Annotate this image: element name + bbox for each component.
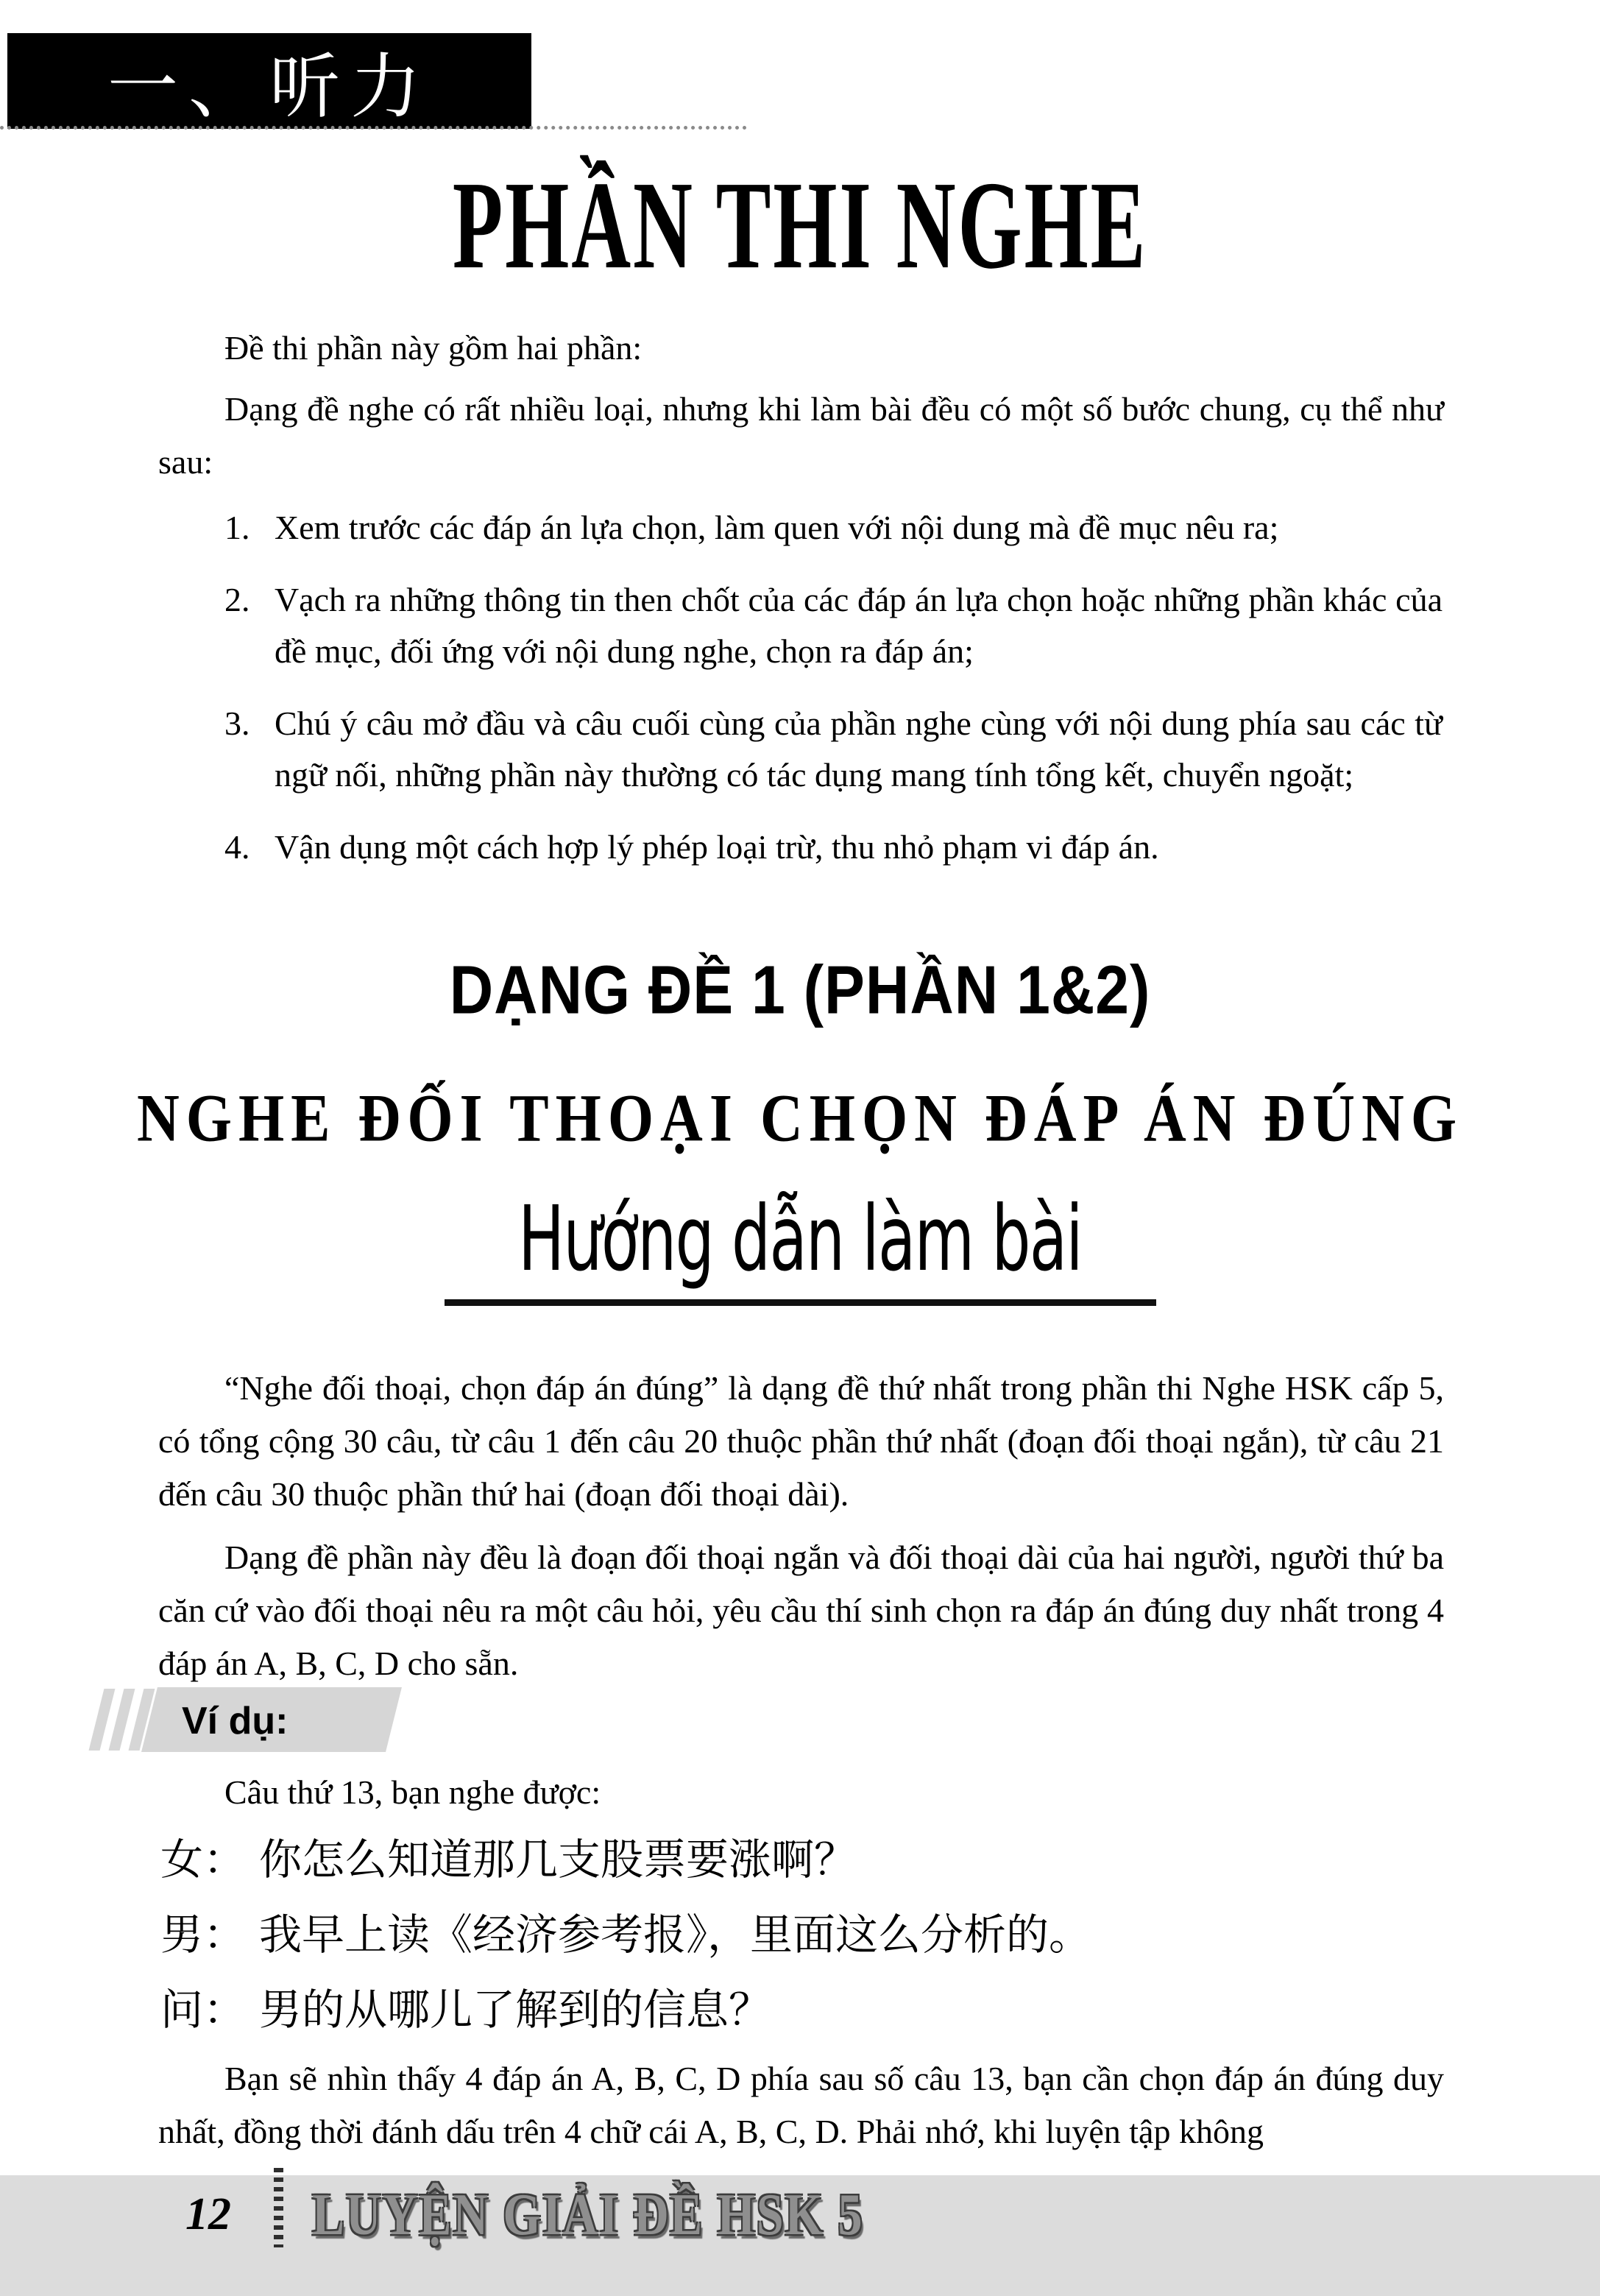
step-item-2 [224, 574, 1443, 677]
step-text: Chú ý câu mở đầu và câu cuối cùng của phần nghe cùng với nội dung phía sau các từ ngữ nối, những phần này thường có tác dụng mang tính tổng kết, chuyển ngoặt; [275, 704, 1443, 794]
example-label: Ví dụ: [182, 1700, 289, 1742]
intro-paragraph: Đề thi phần này gồm hai phần: [224, 329, 643, 367]
page-title: PHẦN THI NGHE [452, 155, 1148, 295]
guide-heading: Hướng dẫn làm bài [518, 1187, 1082, 1292]
dialogue-speaker: 男： [160, 1911, 247, 1959]
step-number: 3. [224, 704, 250, 742]
guide-heading-underline [445, 1299, 1156, 1306]
step-item-4 [224, 822, 1443, 873]
example-intro: Câu thứ 13, bạn nghe được: [224, 1773, 601, 1811]
step-item-3 [224, 698, 1443, 801]
dialogue-line [160, 1986, 1091, 2034]
body-paragraph-2: Dạng đề phần này đều là đoạn đối thoại ngắn và đối thoại dài của hai người, người thứ ba căn cứ vào đối thoại nêu ra một câu hỏi, yêu cầu thí sinh chọn ra đáp án đúng duy nhất trong 4 đáp án A, B, C, D cho sẵn. [158, 1539, 1444, 1682]
page-footer [0, 2175, 1600, 2296]
book-title: LUYỆN GIẢI ĐỀ HSK 5 [312, 2182, 864, 2248]
page-number: 12 [185, 2189, 231, 2239]
dialogue-speaker: 女： [160, 1836, 247, 1884]
dialogue-line [160, 1911, 1092, 1959]
step-text: Vạch ra những thông tin then chốt của các đáp án lựa chọn hoặc những phần khác của đề mục, đối ứng với nội dung nghe, chọn ra đáp án; [275, 581, 1443, 670]
closing-paragraph: Bạn sẽ nhìn thấy 4 đáp án A, B, C, D phía sau số câu 13, bạn cần chọn đáp án đúng duy nhất, đồng thời đánh dấu trên 4 chữ cái A, B, C, D. Phải nhớ, khi luyện tập không [158, 2060, 1444, 2150]
dialogue-text: 我早上读《经济参考报》，里面这么分析的。 [259, 1911, 1092, 1959]
section-subtitle: NGHE ĐỐI THOẠI CHỌN ĐÁP ÁN ĐÚNG [136, 1081, 1464, 1156]
dialogue-text: 你怎么知道那几支股票要涨啊？ [259, 1836, 857, 1884]
footer-dotted-divider [274, 2168, 283, 2247]
section-title: DẠNG ĐỀ 1 (PHẦN 1&2) [449, 952, 1151, 1028]
steps-list [224, 502, 1443, 894]
overview-paragraph: Dạng đề nghe có rất nhiều loại, nhưng khi làm bài đều có một số bước chung, cụ thể như sau: [158, 390, 1444, 481]
dialogue-line [160, 1836, 1091, 1884]
step-number: 1. [224, 509, 250, 546]
step-number: 2. [224, 581, 250, 618]
body-paragraph-1: “Nghe đối thoại, chọn đáp án đúng” là dạng đề thứ nhất trong phần thi Nghe HSK cấp 5, có tổng cộng 30 câu, từ câu 1 đến câu 20 thuộc phần thứ nhất (đoạn đối thoại ngắn), từ câu 21 đến câu 30 thuộc phần thứ hai (đoạn đối thoại dài). [158, 1369, 1444, 1513]
example-badge [92, 1687, 394, 1752]
step-number: 4. [224, 828, 250, 866]
dialogue-speaker: 问： [160, 1986, 247, 2034]
banner-dotted-rule [0, 126, 747, 130]
step-text: Xem trước các đáp án lựa chọn, làm quen với nội dung mà đề mục nêu ra; [275, 509, 1279, 546]
chapter-banner [7, 33, 531, 129]
dialogue-block [160, 1836, 1092, 2064]
step-item-1 [224, 502, 1443, 554]
chapter-banner-title: 一、听力 [107, 47, 431, 127]
step-text: Vận dụng một cách hợp lý phép loại trừ, thu nhỏ phạm vi đáp án. [275, 828, 1159, 866]
dialogue-text: 男的从哪儿了解到的信息？ [259, 1986, 772, 2034]
